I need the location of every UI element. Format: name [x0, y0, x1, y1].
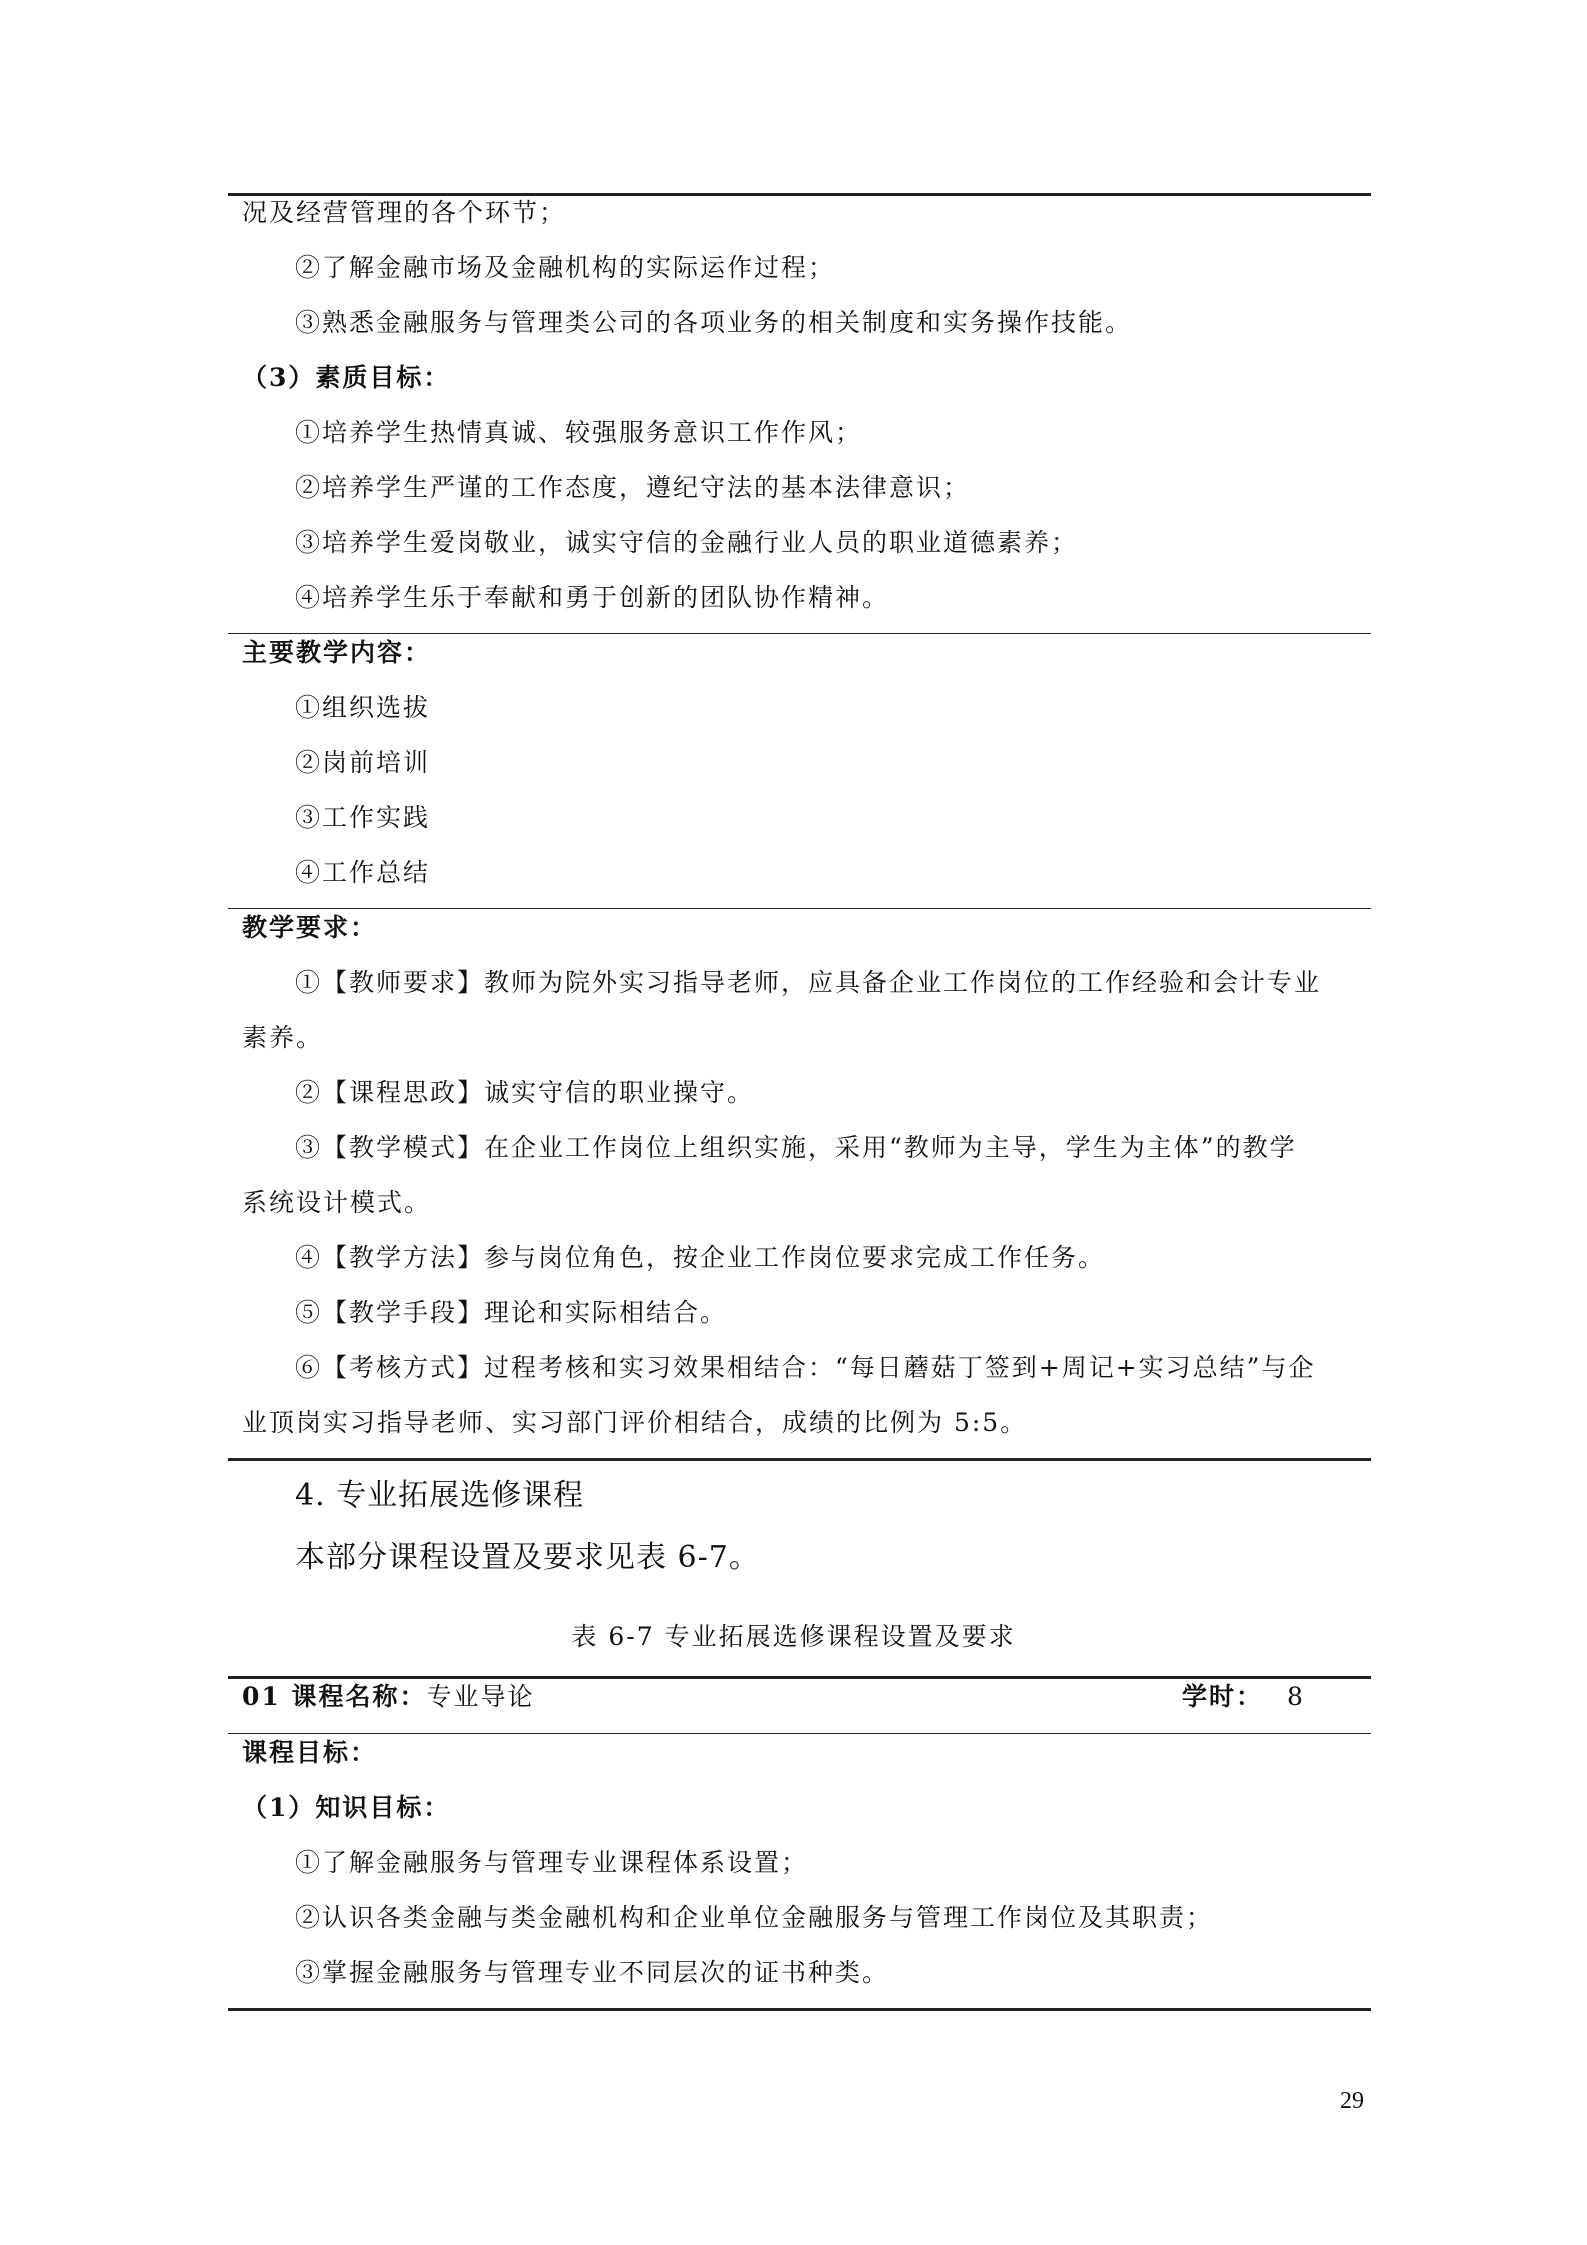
text-line: 业顶岗实习指导老师、实习部门评价相结合，成绩的比例为 5:5。 [242, 1408, 1028, 1437]
section-title: 4. 专业拓展选修课程 [295, 1478, 585, 1513]
text-line: 况及经营管理的各个环节； [242, 198, 567, 227]
text-line: 系统设计模式。 [242, 1188, 432, 1217]
subsection-heading: （1）知识目标： [242, 1793, 451, 1822]
text-line: ⑥【考核方式】过程考核和实习效果相结合：“每日蘑菇丁签到+周记+实习总结”与企 [295, 1353, 1316, 1382]
course-name: 专业导论 [426, 1682, 535, 1711]
list-item: ④工作总结 [295, 858, 431, 887]
list-item: ②认识各类金融与类金融机构和企业单位金融服务与管理工作岗位及其职责； [295, 1903, 1214, 1932]
row-divider [228, 1733, 1371, 1734]
table-bottom-rule [228, 2008, 1371, 2011]
list-item: ①了解金融服务与管理专业课程体系设置； [295, 1848, 809, 1877]
section-heading: 主要教学内容： [242, 638, 432, 667]
subsection-heading: （3）素质目标： [242, 363, 451, 392]
text-line: ⑤【教学手段】理论和实际相结合。 [295, 1298, 728, 1327]
table-caption: 表 6-7 专业拓展选修课程设置及要求 [571, 1622, 1016, 1651]
course-label: 01 课程名称： [242, 1682, 427, 1711]
list-item: ①培养学生热情真诚、较强服务意识工作作风； [295, 418, 863, 447]
hours-label: 学时： [1182, 1682, 1264, 1711]
table-bottom-rule [228, 1458, 1371, 1461]
page-number: 29 [1340, 2088, 1364, 2114]
text-line: ②【课程思政】诚实守信的职业操守。 [295, 1078, 755, 1107]
hours-value: 8 [1286, 1682, 1305, 1711]
list-item: ③工作实践 [295, 803, 431, 832]
course-name-row [242, 1680, 535, 1714]
list-item: ③掌握金融服务与管理专业不同层次的证书种类。 [295, 1958, 890, 1987]
table-top-rule [228, 1676, 1371, 1679]
text-line: ①【教师要求】教师为院外实习指导老师，应具备企业工作岗位的工作经验和会计专业 [295, 968, 1322, 997]
list-item: ②岗前培训 [295, 748, 431, 777]
list-item: ①组织选拔 [295, 693, 431, 722]
list-item: ③培养学生爱岗敬业，诚实守信的金融行业人员的职业道德素养； [295, 528, 1079, 557]
list-item: ②培养学生严谨的工作态度，遵纪守法的基本法律意识； [295, 473, 971, 502]
section-heading: 课程目标： [242, 1738, 378, 1767]
row-divider [228, 633, 1371, 634]
list-item: ④培养学生乐于奉献和勇于创新的团队协作精神。 [295, 583, 890, 612]
text-line: ③【教学模式】在企业工作岗位上组织实施，采用“教师为主导，学生为主体”的教学 [295, 1133, 1297, 1162]
text-line: ④【教学方法】参与岗位角色，按企业工作岗位要求完成工作任务。 [295, 1243, 1106, 1272]
list-item: ③熟悉金融服务与管理类公司的各项业务的相关制度和实务操作技能。 [295, 308, 1133, 337]
row-divider [228, 908, 1371, 909]
body-paragraph: 本部分课程设置及要求见表 6-7。 [295, 1540, 760, 1575]
hours-cell [1182, 1680, 1305, 1714]
text-line: 素养。 [242, 1023, 324, 1052]
section-heading: 教学要求： [242, 913, 378, 942]
list-item: ②了解金融市场及金融机构的实际运作过程； [295, 253, 836, 282]
